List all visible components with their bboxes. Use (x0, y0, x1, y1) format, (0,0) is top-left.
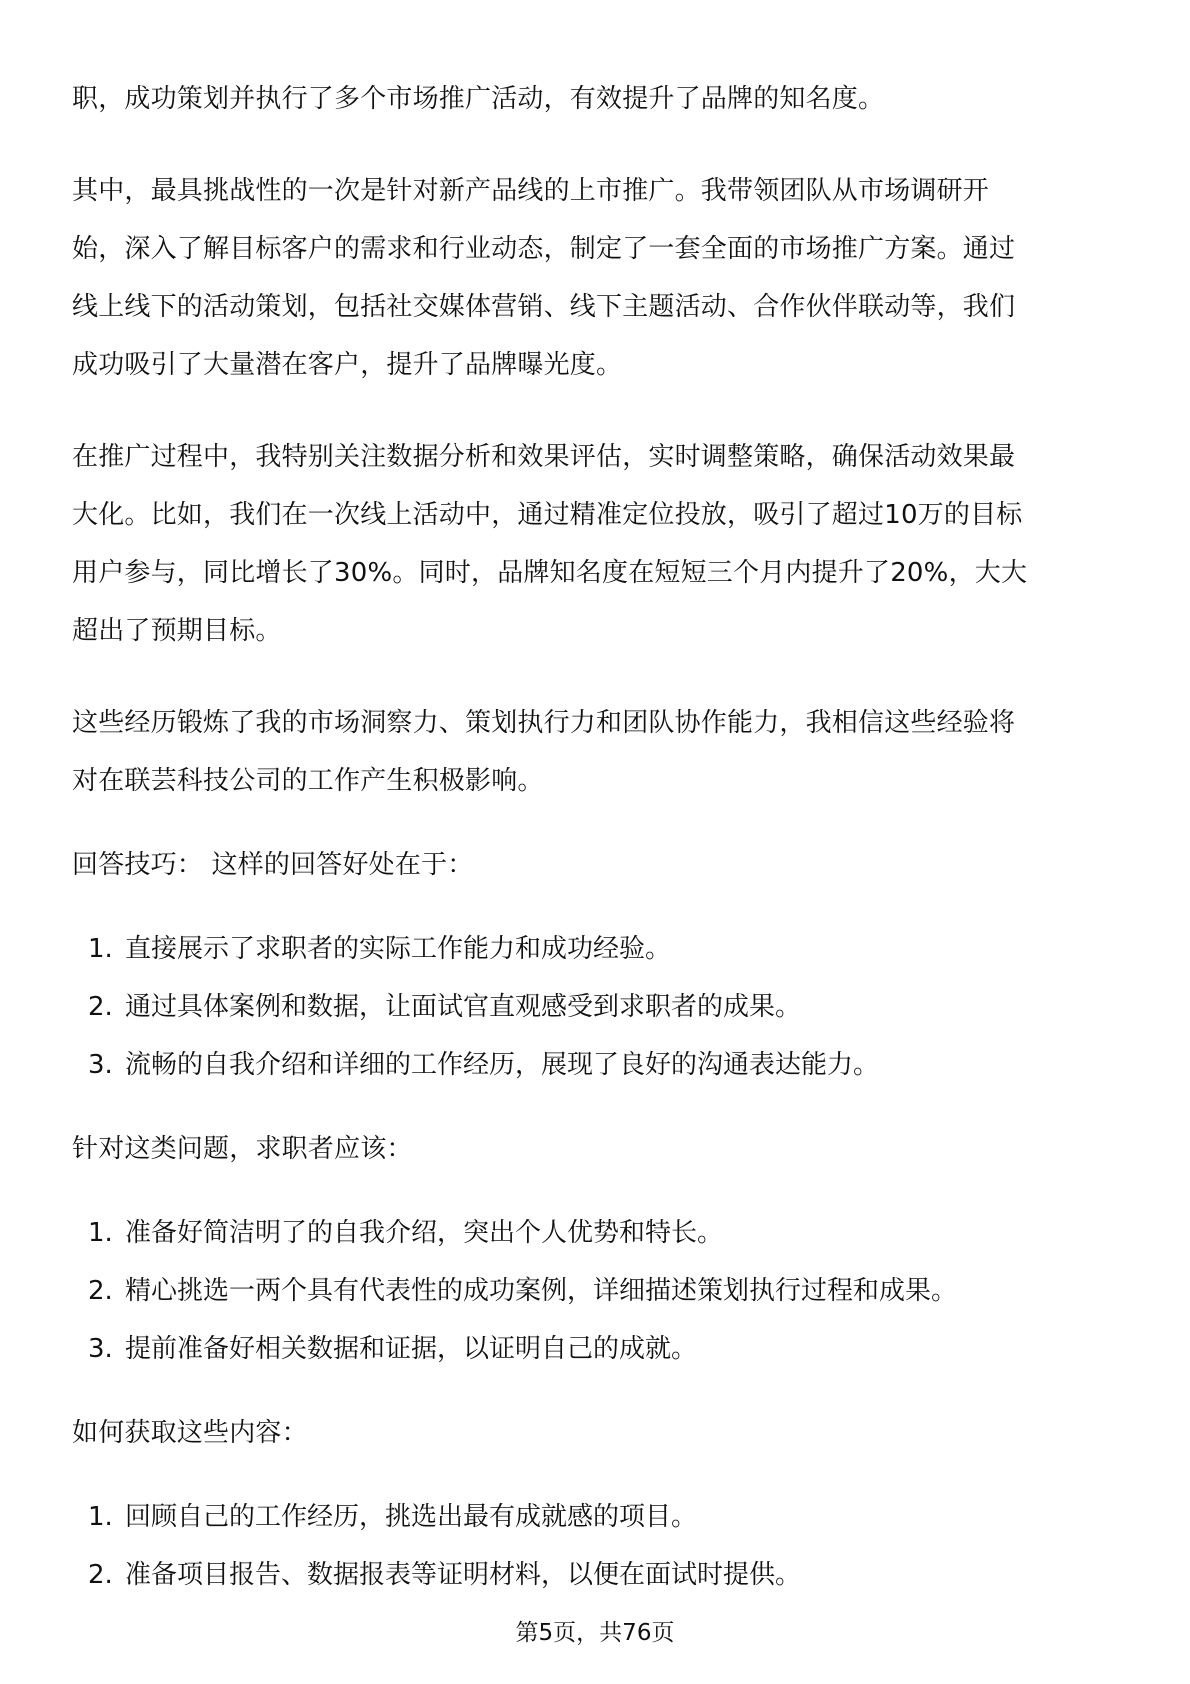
tips-heading: 回答技巧： 这样的回答好处在于： (72, 850, 474, 880)
paragraph-1: 职，成功策划并执行了多个市场推广活动，有效提升了品牌的知名度。 (72, 84, 885, 114)
paragraph-4-line-2: 对在联芸科技公司的工作产生积极影响。 (72, 766, 544, 796)
list-item: 1. 准备好简洁明了的自我介绍，突出个人优势和特长。 (88, 1218, 724, 1248)
paragraph-2-line-4: 成功吸引了大量潜在客户，提升了品牌曝光度。 (72, 350, 623, 380)
paragraph-4 (72, 694, 1122, 810)
list-item: 2. 通过具体案例和数据，让面试官直观感受到求职者的成果。 (88, 992, 802, 1022)
should-heading: 针对这类问题，求职者应该： (72, 1134, 413, 1164)
paragraph-3-line-4: 超出了预期目标。 (72, 616, 282, 646)
list-item: 3. 流畅的自我介绍和详细的工作经历，展现了良好的沟通表达能力。 (88, 1050, 880, 1080)
paragraph-2-line-3: 线上线下的活动策划，包括社交媒体营销、线下主题活动、合作伙伴联动等，我们 (72, 292, 1016, 322)
page-number: 第5页，共76页 (515, 1620, 675, 1646)
paragraph-2-line-2: 始，深入了解目标客户的需求和行业动态，制定了一套全面的市场推广方案。通过 (72, 234, 1016, 264)
obtain-heading: 如何获取这些内容： (72, 1418, 308, 1448)
paragraph-3-line-3: 用户参与，同比增长了30%。同时，品牌知名度在短短三个月内提升了20%，大大 (72, 558, 1028, 588)
paragraph-4-line-1: 这些经历锻炼了我的市场洞察力、策划执行力和团队协作能力，我相信这些经验将 (72, 708, 1016, 738)
list-item: 2. 精心挑选一两个具有代表性的成功案例，详细描述策划执行过程和成果。 (88, 1276, 958, 1306)
paragraph-3-line-1: 在推广过程中，我特别关注数据分析和效果评估，实时调整策略，确保活动效果最 (72, 442, 1016, 472)
list-item: 3. 提前准备好相关数据和证据，以证明自己的成就。 (88, 1334, 698, 1364)
should-list (72, 1204, 1122, 1378)
document-body (72, 70, 1122, 1604)
tips-list (72, 920, 1122, 1094)
obtain-list (72, 1488, 1122, 1604)
paragraph-3 (72, 428, 1122, 660)
paragraph-2 (72, 162, 1122, 394)
list-item: 2. 准备项目报告、数据报表等证明材料，以便在面试时提供。 (88, 1560, 802, 1590)
paragraph-3-line-2: 大化。比如，我们在一次线上活动中，通过精准定位投放，吸引了超过10万的目标 (72, 500, 1023, 530)
paragraph-2-line-1: 其中，最具挑战性的一次是针对新产品线的上市推广。我带领团队从市场调研开 (72, 176, 990, 206)
list-item: 1. 回顾自己的工作经历，挑选出最有成就感的项目。 (88, 1502, 698, 1532)
list-item: 1. 直接展示了求职者的实际工作能力和成功经验。 (88, 934, 672, 964)
